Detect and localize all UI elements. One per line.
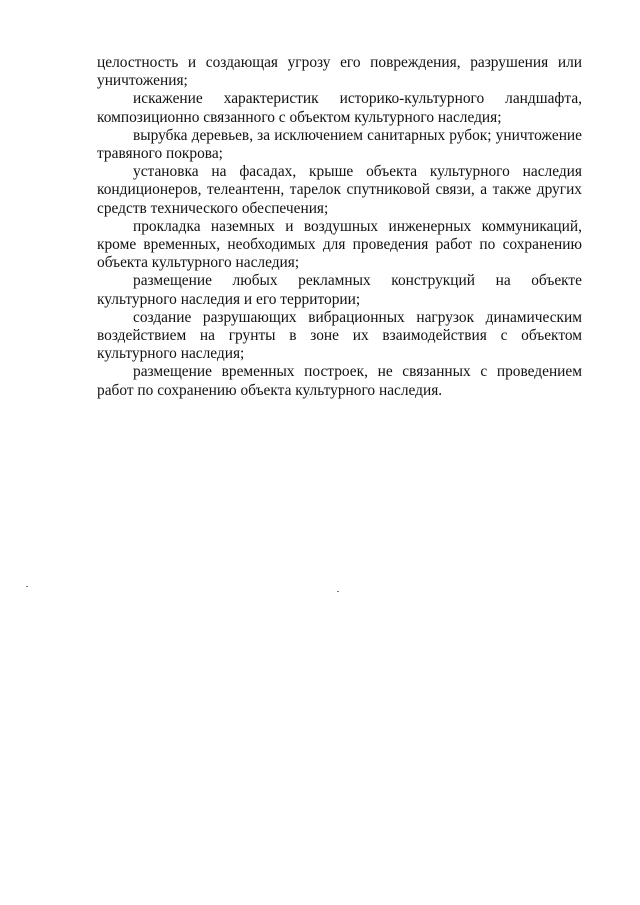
paragraph-landscape-distortion: искажение характеристик историко-культурного ландшафта, композиционно связанного с объектом культурного наследия; [97, 90, 582, 126]
paragraph-tree-felling: вырубка деревьев, за исключением санитарных рубок; уничтожение травяного покрова; [97, 126, 582, 163]
paragraph-equipment-installation: установка на фасадах, крыше объекта культурного наследия кондиционеров, телеантенн, тарелок спутниковой связи, а также других средств технического обеспечения; [97, 163, 582, 217]
paragraph-continuation: целостность и создающая угрозу его повреждения, разрушения или уничтожения; [97, 54, 582, 90]
paragraph-utility-lines: прокладка наземных и воздушных инженерных коммуникаций, кроме временных, необходимых для проведения работ по сохранению объекта культурного наследия; [97, 217, 582, 272]
paragraph-vibration-loads: создание разрушающих вибрационных нагрузок динамическим воздействием на грунты в зоне их взаимодействия с объектом культурного наследия; [97, 308, 582, 363]
scan-speck [26, 586, 28, 587]
paragraph-temporary-buildings: размещение временных построек, не связанных с проведением работ по сохранению объекта культурного наследия. [97, 363, 582, 399]
document-text [97, 54, 582, 400]
scan-speck [337, 591, 339, 592]
paragraph-advertising: размещение любых рекламных конструкций на объекте культурного наследия и его территории; [97, 272, 582, 308]
